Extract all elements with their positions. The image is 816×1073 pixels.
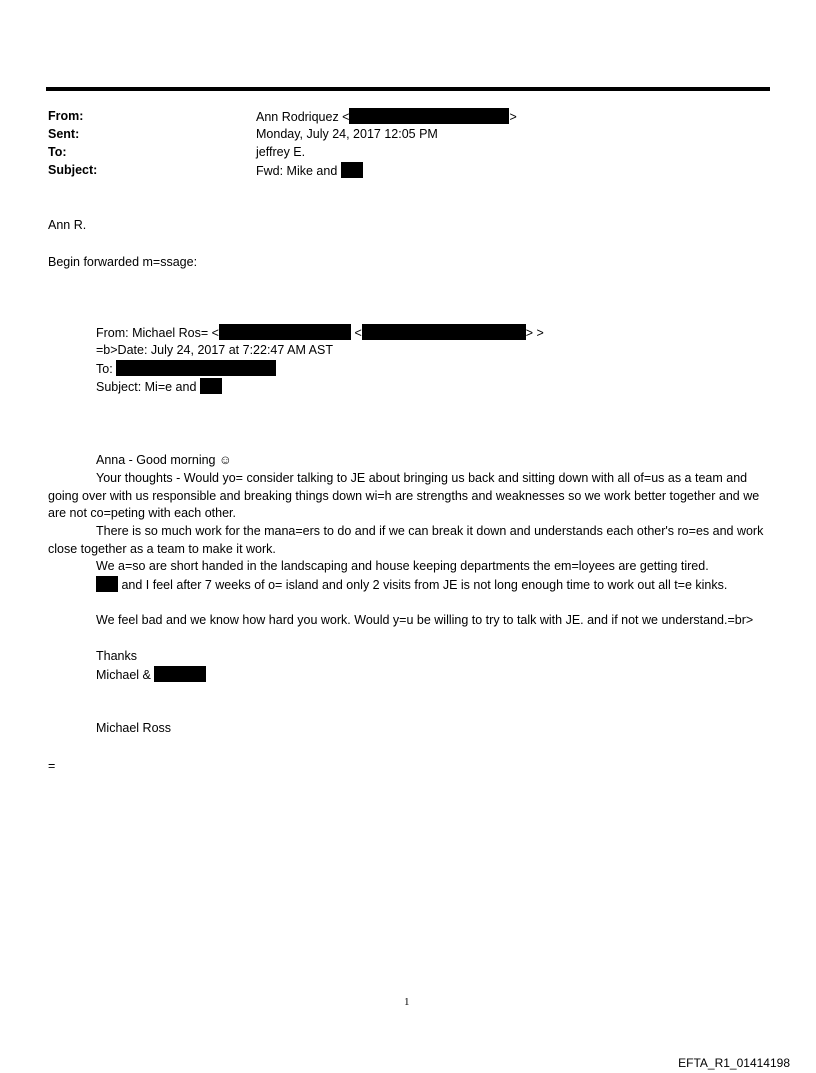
fwd-subject-prefix: Subject: Mi=e and [96, 380, 197, 394]
to-label: To: [48, 145, 67, 159]
paragraph-2-text: There is so much work for the mana=ers to do and if we can break it down and understands each other's ro=es and work close together as a team to make it work. [48, 524, 764, 556]
page-number: 1 [404, 996, 410, 1008]
paragraph-1 [48, 470, 768, 523]
redaction-box [219, 324, 351, 340]
full-name: Michael Ross [96, 721, 172, 735]
redaction-box [341, 162, 363, 178]
subject-value [256, 162, 363, 179]
redaction-box [362, 324, 526, 340]
paragraph-4 [48, 576, 768, 595]
redaction-box [200, 378, 222, 394]
fwd-subject-line [96, 378, 222, 395]
signature-name: Michael & [96, 668, 151, 682]
sent-value: Monday, July 24, 2017 12:05 PM [256, 127, 438, 141]
from-value [256, 108, 517, 125]
fwd-to-prefix: To: [96, 362, 113, 376]
paragraph-1-text: Your thoughts - Would yo= consider talking to JE about bringing us back and sitting down with all of=us as a team and going over with us responsible and breaking things down wi=h are strengths and weaknesses so we work better together and we are not co=peting with each other. [48, 471, 760, 520]
signoff: Ann R. [48, 218, 87, 232]
paragraph-3-text: We a=so are short handed in the landscaping and house keeping departments the em=loyees are getting tired. [96, 559, 709, 573]
fwd-from-close: > > [525, 326, 544, 340]
trailer: = [48, 759, 56, 773]
paragraph-2 [48, 523, 768, 558]
from-name: Ann Rodriquez < [256, 110, 350, 124]
subject-text: Fwd: Mike and [256, 164, 338, 178]
redaction-box [154, 666, 206, 682]
begin-forwarded: Begin forwarded m=ssage: [48, 255, 198, 269]
document-id: EFTA_R1_01414198 [678, 1056, 790, 1070]
fwd-from-line [96, 324, 544, 341]
paragraph-4-text: and I feel after 7 weeks of o= island and only 2 visits from JE is not long enough time to work out all t=e kinks. [118, 578, 728, 592]
redaction-box [349, 108, 509, 124]
from-close: > [509, 110, 517, 124]
fwd-from-prefix: From: Michael Ros= < [96, 326, 219, 340]
signature-line [96, 666, 206, 683]
paragraph-5 [48, 612, 768, 630]
fwd-from-mid: < [354, 326, 362, 340]
redaction-box [116, 360, 276, 376]
fwd-date-line: =b>Date: July 24, 2017 at 7:22:47 AM AST [96, 343, 333, 357]
from-label: From: [48, 109, 84, 123]
sent-label: Sent: [48, 127, 80, 141]
subject-label: Subject: [48, 163, 98, 177]
to-value: jeffrey E. [256, 145, 306, 159]
thanks: Thanks [96, 649, 137, 663]
header-rule [46, 87, 770, 91]
fwd-to-line [96, 360, 276, 377]
redaction-box [96, 576, 118, 592]
paragraph-5-text: We feel bad and we know how hard you work. Would y=u be willing to try to talk with JE. and if not we understand.=br> [96, 613, 754, 627]
paragraph-3 [48, 558, 768, 576]
greeting: Anna - Good morning ☺ [96, 453, 232, 467]
